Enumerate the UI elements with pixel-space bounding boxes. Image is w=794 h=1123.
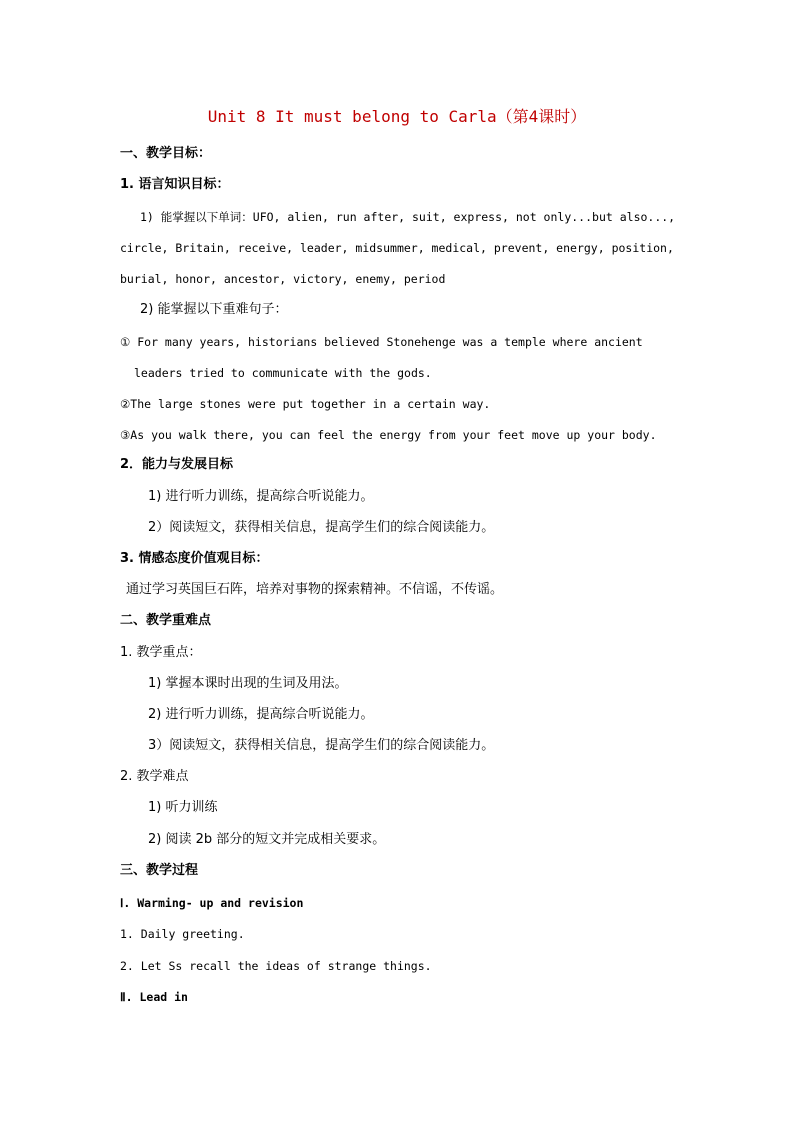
section-heading-process: 三、教学过程 [120,863,199,878]
sentence-item: ②The large stones were put together in a certain way. [120,397,491,411]
step-item: 2. Let Ss recall the ideas of strange things. [120,959,432,973]
ability-item: 2）阅读短文，获得相关信息，提高学生们的综合阅读能力。 [148,520,495,535]
attitude-text: 通过学习英国巨石阵，培养对事物的探索精神。不信谣，不传谣。 [126,582,504,597]
subheading-difficulties: 2. 教学难点 [120,769,189,784]
subheading-attitude: 3. 情感态度价值观目标： [120,551,269,566]
vocab-line: 1) 能掌握以下单词：UFO, alien, run after, suit, express, not only...but also..., [140,210,676,224]
difficulty-item: 1) 听力训练 [148,800,218,815]
sentence-item-continued: leaders tried to communicate with the gods. [134,366,432,380]
step-item: 1. Daily greeting. [120,927,245,941]
key-point-item: 3）阅读短文，获得相关信息，提高学生们的综合阅读能力。 [148,738,495,753]
step-heading: Ⅰ. Warming- up and revision [120,896,304,910]
vocab-line: circle, Britain, receive, leader, midsummer, medical, prevent, energy, position, [120,241,674,255]
key-point-item: 2) 进行听力训练，提高综合听说能力。 [148,707,374,722]
subheading-language-knowledge: 1. 语言知识目标： [120,177,230,192]
sentence-item: ③As you walk there, you can feel the energy from your feet move up your body. [120,428,657,442]
document-title: Unit 8 It must belong to Carla（第4课时） [207,107,587,126]
section-heading-objectives: 一、教学目标： [120,146,212,161]
section-heading-key-points: 二、教学重难点 [120,613,212,628]
difficulty-item: 2) 阅读 2b 部分的短文并完成相关要求。 [148,832,386,847]
subheading-key-points: 1. 教学重点： [120,645,202,660]
vocab-line: burial, honor, ancestor, victory, enemy, period [120,272,446,286]
subheading-ability: 2．能力与发展目标 [120,457,234,472]
step-heading: Ⅱ. Lead in [120,990,188,1004]
ability-item: 1) 进行听力训练，提高综合听说能力。 [148,489,374,504]
key-point-item: 1) 掌握本课时出现的生词及用法。 [148,676,348,691]
sentences-heading: 2) 能掌握以下重难句子： [140,302,288,317]
sentence-item: ① For many years, historians believed Stonehenge was a temple where ancient [120,335,643,349]
